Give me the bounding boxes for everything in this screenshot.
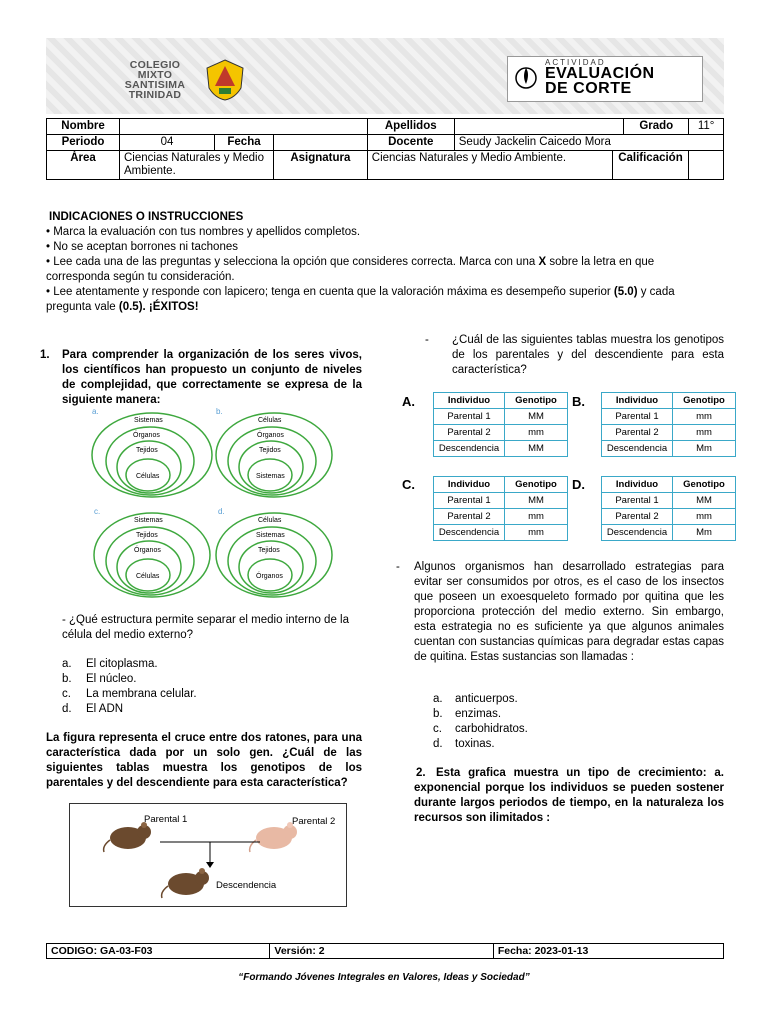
instruction-text: • Lee atentamente y responde con lapicero; tenga en cuenta que la valoración máxima es desempeño superior: [46, 286, 614, 298]
row-label: Parental 1: [602, 493, 673, 509]
genotype-cell: Mm: [673, 525, 736, 541]
dash: -: [425, 334, 429, 346]
option-text: carbohidratos.: [455, 723, 528, 735]
activity-title: [545, 66, 655, 96]
fecha-label: Fecha: [215, 135, 274, 151]
option-text: El núcleo.: [86, 673, 137, 685]
school-line: MIXTO: [137, 69, 173, 81]
row-label: Descendencia: [602, 441, 673, 457]
question-mice-text: La figura representa el cruce entre dos ratones, para una característica dada por un solo gen. ¿Cuál de las siguientes tablas muestra los genotipos de los parentales y del descendiente para esta característica?: [46, 732, 362, 789]
level-label: Células: [136, 473, 160, 480]
level-label: Tejidos: [136, 532, 158, 539]
question-genotype-text: ¿Cuál de las siguientes tablas muestra los genotipos de los parentales y del descendiente para esta característica?: [452, 334, 724, 376]
instruction-line: • No se aceptan borrones ni tachones: [46, 241, 238, 253]
instruction-bold: X: [538, 256, 547, 268]
school-name: [120, 60, 190, 100]
col-header: Individuo: [602, 477, 673, 493]
mice-cross-figure: [69, 803, 347, 907]
table-letter-a[interactable]: A.: [402, 394, 415, 409]
row-label: Descendencia: [434, 441, 505, 457]
option-row[interactable]: [433, 707, 713, 722]
option-text: El ADN: [86, 703, 124, 715]
genotype-cell: Mm: [673, 441, 736, 457]
level-label: Sistemas: [134, 517, 163, 524]
school-line: TRINIDAD: [128, 89, 182, 101]
table-letter-c[interactable]: C.: [402, 477, 415, 492]
col-header: Genotipo: [505, 393, 568, 409]
row-label: Parental 1: [602, 409, 673, 425]
diagram-letter: c.: [94, 507, 101, 516]
instruction-text: sobre la letra en que corresponda según tu consideración.: [46, 256, 655, 283]
activity-small-label: ACTIVIDAD: [545, 58, 606, 67]
option-letter: b.: [433, 708, 443, 720]
row-label: Descendencia: [602, 525, 673, 541]
level-label: Tejidos: [258, 547, 280, 554]
level-label: Sistemas: [134, 417, 163, 424]
option-text: El citoplasma.: [86, 658, 158, 670]
level-label: Órganos: [133, 432, 160, 439]
option-text: La membrana celular.: [86, 688, 197, 700]
question-growth-text: Esta grafica muestra un tipo de crecimiento: a. exponencial porque los individuos se pueden sostener durante largos periodos de tiempo, en la naturaleza los recursos son ilimitados :: [414, 767, 724, 824]
level-label: Células: [258, 417, 282, 424]
parent1-label: Parental 1: [144, 814, 188, 825]
level-label: Tejidos: [259, 447, 281, 454]
footer-date: Fecha: 2023-01-13: [493, 944, 723, 959]
col-header: Individuo: [434, 477, 505, 493]
school-line: SANTISIMA: [124, 79, 186, 91]
option-letter: a.: [433, 693, 443, 705]
diagram-letter: a.: [92, 407, 99, 416]
option-row[interactable]: [433, 692, 713, 707]
fecha-field[interactable]: [274, 135, 368, 151]
parent2-label: Parental 2: [292, 816, 336, 827]
activity-title-line: DE CORTE: [545, 80, 632, 97]
nombre-field[interactable]: [120, 119, 368, 135]
option-letter: b.: [62, 673, 72, 685]
activity-title-line: EVALUACIÓN: [545, 65, 655, 82]
genotype-cell: mm: [673, 509, 736, 525]
asignatura-value: Ciencias Naturales y Medio Ambiente.: [367, 151, 612, 180]
apellidos-label: Apellidos: [367, 119, 454, 135]
option-row[interactable]: [433, 722, 713, 737]
row-label: Parental 1: [434, 493, 505, 509]
row-label: Parental 2: [602, 425, 673, 441]
option-row[interactable]: [62, 657, 362, 672]
option-text: toxinas.: [455, 738, 495, 750]
flame-icon: [514, 62, 538, 90]
instructions-title: INDICACIONES O INSTRUCCIONES: [49, 211, 244, 223]
table-letter-d[interactable]: D.: [572, 477, 585, 492]
option-row[interactable]: [433, 737, 713, 752]
genotype-cell: MM: [505, 493, 568, 509]
instruction-line: [46, 255, 718, 285]
col-header: Individuo: [434, 393, 505, 409]
diagram-letter: b.: [216, 407, 223, 416]
diagram-b: [210, 405, 338, 501]
genotype-cell: mm: [505, 509, 568, 525]
genotype-table-c: [433, 476, 568, 541]
row-label: Descendencia: [434, 525, 505, 541]
docente-label: Docente: [367, 135, 454, 151]
offspring-label: Descendencia: [216, 880, 277, 891]
periodo-value: 04: [120, 135, 215, 151]
level-label: Células: [136, 573, 160, 580]
col-header: Individuo: [602, 393, 673, 409]
option-letter: d.: [433, 738, 443, 750]
row-label: Parental 1: [434, 409, 505, 425]
area-value: Ciencias Naturales y Medio Ambiente.: [120, 151, 274, 180]
student-info-table: [46, 118, 724, 180]
grado-value: 11°: [689, 119, 724, 135]
diagram-c: [88, 505, 216, 601]
genotype-cell: MM: [673, 493, 736, 509]
grado-label: Grado: [624, 119, 689, 135]
genotype-cell: MM: [505, 409, 568, 425]
area-label: Área: [47, 151, 120, 180]
instruction-text: • Lee cada una de las preguntas y selecciona la opción que consideres correcta. Marca con una: [46, 256, 539, 268]
instruction-bold: (0.5). ¡ÉXITOS!: [118, 301, 199, 313]
nombre-label: Nombre: [47, 119, 120, 135]
level-label: Órganos: [257, 432, 284, 439]
option-letter: c.: [62, 688, 71, 700]
level-label: Sistemas: [256, 532, 285, 539]
level-label: Órganos: [134, 547, 161, 554]
row-label: Parental 2: [434, 425, 505, 441]
option-row[interactable]: [62, 687, 362, 702]
question-membrane-options: [62, 657, 362, 717]
question-1-text: Para comprender la organización de los seres vivos, los científicos han propuesto un conjunto de niveles de complejidad, que correctamente se expresa de la siguiente manera:: [62, 349, 362, 406]
level-label: Órganos: [256, 573, 283, 580]
option-letter: a.: [62, 658, 72, 670]
row-label: Parental 2: [434, 509, 505, 525]
apellidos-field[interactable]: [454, 119, 624, 135]
genotype-table-d: [601, 476, 736, 541]
level-label: Sistemas: [256, 473, 285, 480]
genotype-cell: mm: [673, 425, 736, 441]
mouse-offspring-icon: [158, 864, 214, 900]
genotype-cell: mm: [673, 409, 736, 425]
dash: -: [396, 561, 400, 573]
diagram-letter: d.: [218, 507, 225, 516]
calificacion-field[interactable]: [689, 151, 724, 180]
question-number: 2.: [416, 767, 426, 779]
school-crest-logo: [205, 58, 245, 102]
option-text: anticuerpos.: [455, 693, 518, 705]
row-label: Parental 2: [602, 509, 673, 525]
genotype-cell: mm: [505, 425, 568, 441]
col-header: Genotipo: [673, 393, 736, 409]
diagram-a: [88, 405, 216, 501]
footer-motto: “Formando Jóvenes Integrales en Valores, Ideas y Sociedad”: [238, 972, 530, 983]
question-membrane-text: - ¿Qué estructura permite separar el medio interno de la célula del medio externo?: [62, 614, 349, 641]
calificacion-label: Calificación: [612, 151, 689, 180]
level-label: Tejidos: [136, 447, 158, 454]
col-header: Genotipo: [505, 477, 568, 493]
school-line: COLEGIO: [129, 59, 181, 71]
question-number: 1.: [40, 349, 50, 361]
asignatura-label: Asignatura: [274, 151, 368, 180]
footer-table: [46, 943, 724, 959]
footer-version: Versión: 2: [270, 944, 493, 959]
diagram-d: [210, 505, 338, 601]
instruction-line: [46, 285, 718, 315]
periodo-label: Periodo: [47, 135, 120, 151]
option-row[interactable]: [62, 702, 362, 717]
level-label: Células: [258, 517, 282, 524]
instruction-bold: (5.0): [613, 286, 638, 298]
instruction-line: • Marca la evaluación con tus nombres y apellidos completos.: [46, 226, 361, 238]
question-chitin-text: Algunos organismos han desarrollado estrategias para evitar ser consumidos por otros, es el caso de los insectos que poseen un exoesqueleto formado por quitina que les proporciona protección del medio externo. Sin embargo, esta estrategia no es suficiente ya que algunos animales cuentan con sustancias químicas para degradar estas capas de quitina. Estas sustancias son llamadas :: [414, 561, 724, 663]
genotype-table-b: [601, 392, 736, 457]
instructions-block: [46, 210, 718, 315]
option-letter: d.: [62, 703, 72, 715]
instruction-text: y cada pregunta vale: [46, 286, 675, 313]
genotype-table-a: [433, 392, 568, 457]
genotype-cell: MM: [505, 441, 568, 457]
option-letter: c.: [433, 723, 442, 735]
col-header: Genotipo: [673, 477, 736, 493]
option-row[interactable]: [62, 672, 362, 687]
genotype-cell: mm: [505, 525, 568, 541]
table-letter-b[interactable]: B.: [572, 394, 585, 409]
option-text: enzimas.: [455, 708, 502, 720]
footer-code: CODIGO: GA-03-F03: [47, 944, 270, 959]
docente-value: Seudy Jackelin Caicedo Mora: [454, 135, 723, 151]
question-chitin-options: [433, 692, 713, 752]
